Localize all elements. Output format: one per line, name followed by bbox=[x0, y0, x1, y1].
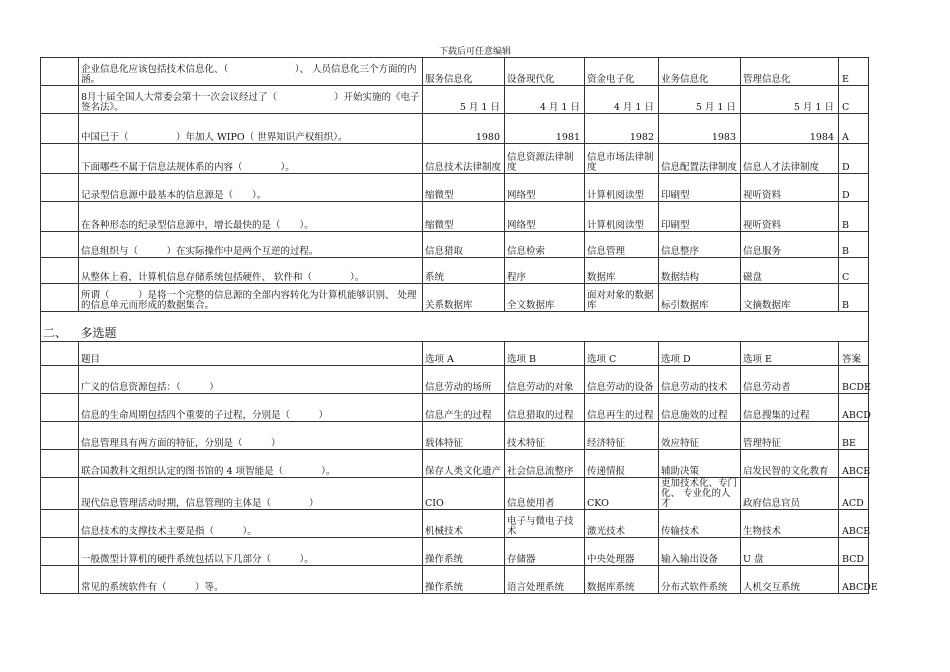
section-index: 二、 bbox=[41, 312, 79, 342]
option-d: 印刷型 bbox=[659, 202, 741, 232]
option-b: 4 月 1 日 bbox=[505, 86, 585, 114]
question-cell: 8月十届全国人大常委会第十一次会议经过了（ ）开始实施的《电子签名法》。 bbox=[79, 86, 423, 114]
table-row bbox=[41, 174, 869, 202]
question-cell: 中国已于（ ）年加人 WIPO（ 世界知识产权组织）。 bbox=[79, 114, 423, 144]
option-a: 5 月 1 日 bbox=[423, 86, 505, 114]
option-d: 传输技术 bbox=[659, 510, 741, 538]
option-a: 保存人类文化遗产 bbox=[423, 450, 505, 478]
option-a: CIO bbox=[423, 478, 505, 510]
option-d: 辅助决策 bbox=[659, 450, 741, 478]
option-a: 服务信息化 bbox=[423, 58, 505, 86]
option-e: 启发民智的文化教育 bbox=[741, 450, 839, 478]
header-question: 题目 bbox=[79, 342, 423, 366]
table-row bbox=[41, 86, 869, 114]
option-b: 程序 bbox=[505, 258, 585, 284]
row-index bbox=[41, 144, 79, 174]
row-index bbox=[41, 538, 79, 566]
option-c: 面对对象的数据库 bbox=[585, 284, 659, 312]
option-b: 信息资源法律制度 bbox=[505, 144, 585, 174]
row-index bbox=[41, 394, 79, 422]
option-a: 信息劳动的场所 bbox=[423, 366, 505, 394]
option-b: 电子与微电子技术 bbox=[505, 510, 585, 538]
question-cell: 现代信息管理活动时期，信息管理的主体是（ ） bbox=[79, 478, 423, 510]
row-index bbox=[41, 450, 79, 478]
answer-cell: BCDE bbox=[839, 366, 869, 394]
answer-cell: BE bbox=[839, 422, 869, 450]
option-e: 政府信息官员 bbox=[741, 478, 839, 510]
option-d: 业务信息化 bbox=[659, 58, 741, 86]
option-c: 信息再生的过程 bbox=[585, 394, 659, 422]
option-e: 1984 bbox=[741, 114, 839, 144]
option-e: U 盘 bbox=[741, 538, 839, 566]
answer-cell: A bbox=[839, 114, 869, 144]
option-e: 生物技术 bbox=[741, 510, 839, 538]
option-b: 信息检索 bbox=[505, 232, 585, 258]
option-a: 系统 bbox=[423, 258, 505, 284]
question-cell: 一般微型计算机的硬件系统包括以下几部分（ ）。 bbox=[79, 538, 423, 566]
option-b: 设备现代化 bbox=[505, 58, 585, 86]
answer-cell: ABCE bbox=[839, 510, 869, 538]
row-index bbox=[41, 86, 79, 114]
option-e: 视听资料 bbox=[741, 202, 839, 232]
option-c: 信息管理 bbox=[585, 232, 659, 258]
answer-cell: ACD bbox=[839, 478, 869, 510]
question-cell: 广义的信息资源包括：（ ） bbox=[79, 366, 423, 394]
option-a: 信息产生的过程 bbox=[423, 394, 505, 422]
option-d: 输入输出设备 bbox=[659, 538, 741, 566]
option-d: 效应特征 bbox=[659, 422, 741, 450]
question-cell: 信息的生命周期包括四个重要的子过程，分别是（ ） bbox=[79, 394, 423, 422]
question-cell: 信息管理具有两方面的特征，分别是（ ） bbox=[79, 422, 423, 450]
table-row bbox=[41, 566, 869, 594]
multi-header-row bbox=[41, 342, 869, 366]
option-b: 语言处理系统 bbox=[505, 566, 585, 594]
option-a: 机械技术 bbox=[423, 510, 505, 538]
answer-cell: ABCD bbox=[839, 394, 869, 422]
option-c: 中央处理器 bbox=[585, 538, 659, 566]
option-b: 1981 bbox=[505, 114, 585, 144]
option-c: 资金电子化 bbox=[585, 58, 659, 86]
question-cell: 在各种形态的纪录型信息源中，增长最快的是（ ）。 bbox=[79, 202, 423, 232]
question-cell: 企业信息化应该包括技术信息化、（ ）、 人员信息化三个方面的内涵。 bbox=[79, 58, 423, 86]
question-table bbox=[40, 57, 878, 594]
header-answer: 答案 bbox=[839, 342, 869, 366]
header-option-b: 选项 B bbox=[505, 342, 585, 366]
answer-cell: C bbox=[839, 86, 869, 114]
option-d: 信息配置法律制度 bbox=[659, 144, 741, 174]
option-e: 管理信息化 bbox=[741, 58, 839, 86]
header-option-c: 选项 C bbox=[585, 342, 659, 366]
table-row bbox=[41, 450, 869, 478]
row-index bbox=[41, 284, 79, 312]
answer-cell: B bbox=[839, 232, 869, 258]
option-a: 操作系统 bbox=[423, 566, 505, 594]
option-d: 印刷型 bbox=[659, 174, 741, 202]
row-index bbox=[41, 510, 79, 538]
header-option-e: 选项 E bbox=[741, 342, 839, 366]
table-row bbox=[41, 202, 869, 232]
option-e: 信息服务 bbox=[741, 232, 839, 258]
question-cell: 所谓（ ）是将一个完整的信息源的全部内容转化为计算机能够识别、 处理的信息单元而形成的数据集合。 bbox=[79, 284, 423, 312]
option-c: 计算机阅读型 bbox=[585, 174, 659, 202]
section-row bbox=[41, 312, 869, 342]
option-a: 关系数据库 bbox=[423, 284, 505, 312]
option-b: 网络型 bbox=[505, 202, 585, 232]
single-choice-rows bbox=[41, 58, 869, 312]
answer-cell: D bbox=[839, 144, 869, 174]
question-cell: 从整体上看，计算机信息存储系统包括硬件、 软件和（ ）。 bbox=[79, 258, 423, 284]
question-cell: 下面哪些不属于信息法规体系的内容（ ）。 bbox=[79, 144, 423, 174]
option-e: 信息搜集的过程 bbox=[741, 394, 839, 422]
option-b: 技术特征 bbox=[505, 422, 585, 450]
option-e: 信息劳动者 bbox=[741, 366, 839, 394]
answer-cell: B bbox=[839, 284, 869, 312]
row-index bbox=[41, 422, 79, 450]
question-cell: 常见的系统软件有（ ）等。 bbox=[79, 566, 423, 594]
option-c: CKO bbox=[585, 478, 659, 510]
option-c: 经济特征 bbox=[585, 422, 659, 450]
option-d: 信息劳动的技术 bbox=[659, 366, 741, 394]
option-e: 管理特征 bbox=[741, 422, 839, 450]
option-e: 文摘数据库 bbox=[741, 284, 839, 312]
option-d: 数据结构 bbox=[659, 258, 741, 284]
multi-choice-rows bbox=[41, 366, 878, 594]
table-row bbox=[41, 232, 869, 258]
option-a: 缩微型 bbox=[423, 202, 505, 232]
option-d: 5 月 1 日 bbox=[659, 86, 741, 114]
answer-cell: BCD bbox=[839, 538, 869, 566]
question-cell: 信息技术的支撑技术主要是指（ ）。 bbox=[79, 510, 423, 538]
question-cell: 联合国教科文组织认定的图书馆的 4 项智能是（ ）。 bbox=[79, 450, 423, 478]
option-b: 信息劳动的对象 bbox=[505, 366, 585, 394]
table-row bbox=[41, 144, 869, 174]
option-e: 信息人才法律制度 bbox=[741, 144, 839, 174]
question-cell: 记录型信息源中最基本的信息源是（ ）。 bbox=[79, 174, 423, 202]
option-a: 1980 bbox=[423, 114, 505, 144]
option-c: 激光技术 bbox=[585, 510, 659, 538]
option-c: 信息市场法律制度 bbox=[585, 144, 659, 174]
option-b: 信息使用者 bbox=[505, 478, 585, 510]
table-row bbox=[41, 58, 869, 86]
table-row bbox=[41, 538, 869, 566]
table-row bbox=[41, 114, 869, 144]
answer-cell: E bbox=[839, 58, 869, 86]
option-b: 网络型 bbox=[505, 174, 585, 202]
option-e: 视听资料 bbox=[741, 174, 839, 202]
option-a: 信息技术法律制度 bbox=[423, 144, 505, 174]
option-b: 全文数据库 bbox=[505, 284, 585, 312]
option-d: 标引数据库 bbox=[659, 284, 741, 312]
row-index bbox=[41, 202, 79, 232]
answer-cell: B bbox=[839, 202, 869, 232]
row-index bbox=[41, 366, 79, 394]
answer-cell: ABCDE bbox=[839, 566, 869, 594]
table-row bbox=[41, 422, 869, 450]
row-index bbox=[41, 114, 79, 144]
option-d: 信息整序 bbox=[659, 232, 741, 258]
header-option-d: 选项 D bbox=[659, 342, 741, 366]
table-row bbox=[41, 258, 869, 284]
option-d: 分布式软件系统 bbox=[659, 566, 741, 594]
header-option-a: 选项 A bbox=[423, 342, 505, 366]
row-index bbox=[41, 478, 79, 510]
option-d: 1983 bbox=[659, 114, 741, 144]
option-b: 存储器 bbox=[505, 538, 585, 566]
option-a: 操作系统 bbox=[423, 538, 505, 566]
row-index bbox=[41, 58, 79, 86]
option-e: 5 月 1 日 bbox=[741, 86, 839, 114]
option-c: 信息劳动的设备 bbox=[585, 366, 659, 394]
section-title: 多选题 bbox=[79, 312, 423, 342]
answer-cell: D bbox=[839, 174, 869, 202]
row-index bbox=[41, 566, 79, 594]
option-c: 4 月 1 日 bbox=[585, 86, 659, 114]
answer-cell: C bbox=[839, 258, 869, 284]
option-c: 计算机阅读型 bbox=[585, 202, 659, 232]
option-c: 传递情报 bbox=[585, 450, 659, 478]
answer-cell: ABCE bbox=[839, 450, 869, 478]
option-c: 1982 bbox=[585, 114, 659, 144]
option-e: 磁盘 bbox=[741, 258, 839, 284]
row-index bbox=[41, 174, 79, 202]
option-e: 人机交互系统 bbox=[741, 566, 839, 594]
table-row bbox=[41, 366, 869, 394]
option-d: 更加技术化、专门化、 专业化的人才 bbox=[659, 478, 741, 510]
option-b: 信息猎取的过程 bbox=[505, 394, 585, 422]
table-row bbox=[41, 478, 869, 510]
table-row bbox=[41, 510, 869, 538]
table-row bbox=[41, 394, 869, 422]
option-c: 数据库 bbox=[585, 258, 659, 284]
option-a: 载体特征 bbox=[423, 422, 505, 450]
option-b: 社会信息流整序 bbox=[505, 450, 585, 478]
option-a: 信息猎取 bbox=[423, 232, 505, 258]
question-cell: 信息组织与（ ）在实际操作中是两个互逆的过程。 bbox=[79, 232, 423, 258]
table-row bbox=[41, 284, 869, 312]
option-d: 信息施效的过程 bbox=[659, 394, 741, 422]
option-a: 缩微型 bbox=[423, 174, 505, 202]
option-c: 数据库系统 bbox=[585, 566, 659, 594]
row-index bbox=[41, 232, 79, 258]
page-header: 下载后可任意编辑 bbox=[438, 47, 511, 57]
row-index bbox=[41, 258, 79, 284]
